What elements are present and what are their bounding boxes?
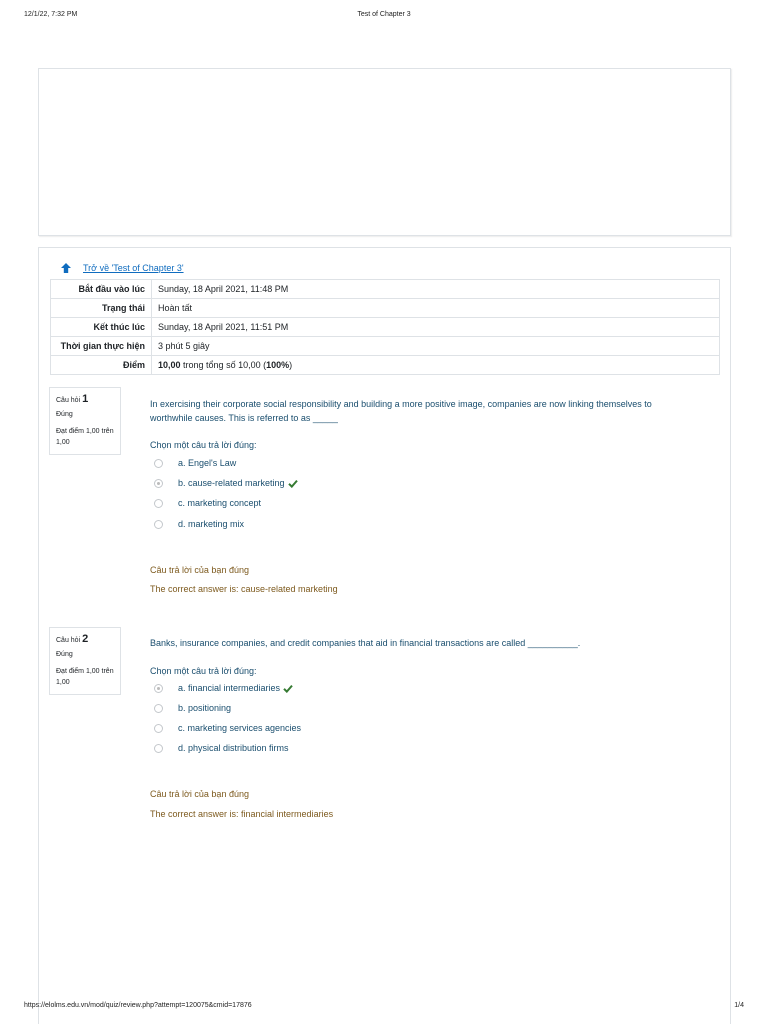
question-text-1: In exercising their corporate social responsibility and building a more positive image, companies are now linking themselves to worthwhile causes. This is referred to as _____ [150,399,652,423]
radio-button-selected[interactable] [154,479,163,488]
answer-prompt-1: Chọn một câu trả lời đúng: [150,440,257,450]
grade-out-of: trong tổng số 10,00 ( [180,360,267,370]
print-header [0,11,768,23]
radio-button[interactable] [154,724,163,733]
summary-value-time-taken: 3 phút 5 giây [152,337,720,356]
back-link[interactable] [59,262,184,274]
summary-value-started: Sunday, 18 April 2021, 11:48 PM [152,280,720,299]
radio-button[interactable] [154,744,163,753]
answer-label: b. cause-related marketing [178,478,285,488]
correct-answer-2: The correct answer is: financial intermediaries [150,809,334,819]
answer-label: a. Engel's Law [178,458,237,468]
grade-score: 10,00 [158,360,181,370]
summary-value-state: Hoàn tất [152,299,720,318]
question-number: 1 [82,393,89,405]
question-grade: Đạt điểm 1,00 trên 1,00 [56,668,114,686]
radio-button[interactable] [154,704,163,713]
radio-button-selected[interactable] [154,684,163,693]
print-footer [0,1002,768,1014]
question-grade: Đạt điểm 1,00 trên 1,00 [56,428,114,446]
radio-button[interactable] [154,459,163,468]
question-info-2 [49,627,121,695]
answer-label: d. marketing mix [178,519,245,529]
summary-label-started: Bắt đầu vào lúc [51,280,152,299]
feedback-text-1: Câu trả lời của bạn đúng [150,565,249,575]
question-info-1 [49,387,121,455]
print-page-number: 1/4 [734,1002,744,1009]
summary-label-time-taken: Thời gian thực hiện [51,337,152,356]
print-date: 12/1/22, 7:32 PM [24,11,78,18]
print-title: Test of Chapter 3 [357,11,411,18]
summary-row [51,356,720,375]
question-label: Câu hỏi [56,637,81,644]
answer-prompt-2: Chọn một câu trả lời đúng: [150,666,257,676]
answer-label: a. financial intermediaries [178,683,281,693]
answer-option[interactable] [154,458,236,468]
answer-option[interactable] [154,723,301,733]
summary-row [51,318,720,337]
summary-value-completed: Sunday, 18 April 2021, 11:51 PM [152,318,720,337]
grade-close-paren: ) [289,360,293,370]
back-link-text[interactable]: Trở về 'Test of Chapter 3' [83,263,184,273]
check-icon [283,684,293,693]
answer-option[interactable] [154,683,293,693]
summary-row [51,337,720,356]
check-icon [288,479,298,488]
question-state: Đúng [56,411,73,418]
answer-label: c. marketing concept [178,498,262,508]
correct-answer-1: The correct answer is: cause-related marketing [150,584,338,594]
summary-label-completed: Kết thúc lúc [51,318,152,337]
print-url: https://elolms.edu.vn/mod/quiz/review.php?attempt=120075&cmid=17876 [24,1002,252,1009]
grade-percent: 100% [266,360,290,370]
answer-option[interactable] [154,478,298,488]
feedback-text-2: Câu trả lời của bạn đúng [150,789,249,799]
answer-label: b. positioning [178,703,232,713]
summary-row [51,280,720,299]
radio-button[interactable] [154,499,163,508]
answer-option[interactable] [154,498,261,508]
summary-label-grade: Điểm [51,356,152,375]
question-number-line [56,634,114,646]
summary-label-state: Trạng thái [51,299,152,318]
arrow-up-icon [59,262,73,274]
summary-row [51,299,720,318]
question-label: Câu hỏi [56,397,81,404]
answer-option[interactable] [154,703,231,713]
answer-option[interactable] [154,743,289,753]
question-text-2: Banks, insurance companies, and credit companies that aid in financial transactions are called __________. [150,638,581,648]
radio-button[interactable] [154,520,163,529]
question-state: Đúng [56,651,73,658]
empty-card [38,68,731,236]
attempt-summary-table [50,279,720,375]
question-number-line [56,394,114,406]
summary-value-grade [152,356,720,375]
question-number: 2 [82,633,89,645]
answer-option[interactable] [154,519,244,529]
answer-label: c. marketing services agencies [178,723,302,733]
answer-label: d. physical distribution firms [178,743,289,753]
